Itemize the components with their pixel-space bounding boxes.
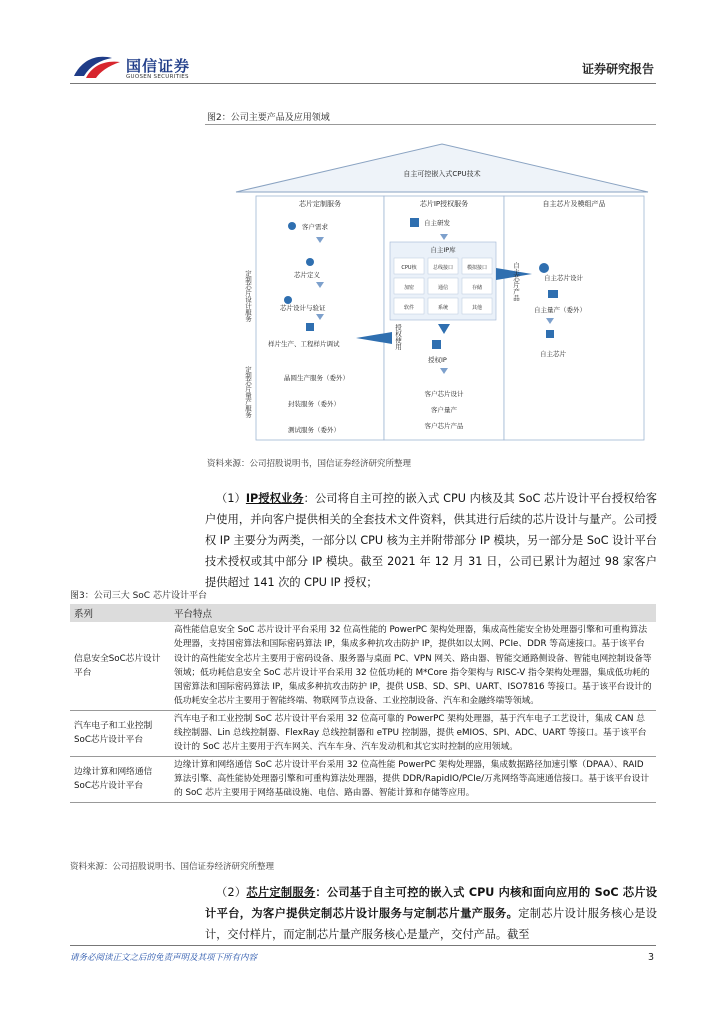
col3-side: 自主芯片产品 [512, 262, 520, 301]
col2-dev: 自主研发 [424, 219, 450, 227]
col1-item-3: 样片生产、工程样片调试 [268, 340, 340, 348]
license-icon [432, 340, 441, 349]
table-header-row [70, 604, 656, 622]
para1-prefix: （1） [216, 492, 246, 505]
col1-item-1: 芯片定义 [294, 271, 320, 279]
col3-item-0: 自主芯片设计 [544, 274, 583, 282]
chip-icon [306, 323, 314, 331]
col1-item-4: 晶圆生产服务（委外） [284, 374, 349, 382]
col1-header: 芯片定制服务 [299, 200, 341, 208]
logo-cn-text: 国信证券 [126, 57, 191, 75]
para1-text: ：公司将自主可控的嵌入式 CPU 内核及其 SoC 芯片设计平台授权给客户使用，并向客户提供相关的全套技术文件资料，供其进行后续的芯片设计与量产。公司授权 IP 主要分为两类，一部分以 CPU 核为主并附带部分 IP 模块，另一部分是 SoC 设计平台技术授权或其中部分 IP 模块。截至 2021 年 12 月 31 日，公司已累计为超过 98 家客户提供超过 141 次的 CPU IP 授权； [205, 492, 657, 589]
figure2-divider [205, 124, 656, 125]
table-cell-series: 汽车电子和工业控制SoC芯片设计平台 [70, 710, 170, 756]
para2-prefix: （2） [216, 886, 247, 899]
col3-item-1: 自主量产（委外） [534, 306, 586, 314]
paragraph-custom-chip [205, 882, 657, 945]
customer-need-icon [288, 222, 296, 230]
report-type: 证券研究报告 [581, 62, 654, 76]
col2-side: 授权使用 [394, 324, 402, 350]
col1-side-mass: 定制芯片量产服务 [244, 366, 252, 418]
ip-cell: 通信 [437, 285, 449, 291]
table-row [70, 756, 656, 802]
factory-icon [548, 290, 558, 298]
col1-item-0: 客户需求 [302, 223, 328, 231]
ip-cell: CPU核 [401, 265, 417, 271]
table-cell-series: 信息安全SoC芯片设计平台 [70, 622, 170, 710]
diagram-banner: 自主可控嵌入式CPU技术 [403, 170, 481, 178]
paragraph-ip-license [205, 488, 657, 593]
product-diagram [232, 134, 652, 444]
footer-divider [70, 945, 656, 946]
table-row [70, 622, 656, 710]
ip-cell: 存储 [471, 285, 483, 291]
chip-define-icon [306, 258, 314, 266]
table3-source: 资料来源：公司招股说明书、国信证券经济研究所整理 [70, 862, 275, 872]
col3-box [504, 196, 644, 440]
diagram-roof [236, 144, 648, 192]
col2-lib: 自主IP库 [430, 246, 456, 254]
table3-title: 图3：公司三大 SoC 芯片设计平台 [70, 591, 207, 601]
col1-item-6: 测试服务（委外） [288, 426, 340, 434]
dev-icon [410, 218, 419, 227]
design-verify-icon [284, 296, 292, 304]
ip-cell: 加密 [403, 285, 415, 291]
logo-en-text: GUOSEN SECURITIES [126, 74, 189, 80]
header-divider [70, 83, 656, 84]
para2-text: 定制芯片设计服务核心是设计，交付样片，而定制芯片量产服务核心是量产，交付产品。截至 [205, 907, 657, 941]
table-row [70, 710, 656, 756]
figure2-title: 图2：公司主要产品及应用领域 [207, 113, 330, 123]
ip-cell: 模拟接口 [466, 265, 488, 271]
soc-platform-table [70, 604, 656, 803]
figure2-source: 资料来源：公司招股说明书，国信证券经济研究所整理 [207, 459, 412, 469]
col1-item-5: 封装服务（委外） [288, 400, 340, 408]
col2-header: 芯片IP授权服务 [419, 200, 469, 208]
table-header-features: 平台特点 [170, 604, 656, 622]
col2-license: 授权IP [428, 356, 447, 364]
ip-cell: 系统 [437, 305, 449, 311]
chip-icon [546, 330, 554, 338]
table-cell-series: 边缘计算和网络通信SoC芯片设计平台 [70, 756, 170, 802]
col2-output-0: 客户芯片设计 [424, 390, 464, 398]
guosen-logo-icon [72, 52, 122, 80]
own-design-icon [539, 263, 549, 273]
table-cell-desc: 高性能信息安全 SoC 芯片设计平台采用 32 位高性能的 PowerPC 架构处理器，集成高性能安全协处理器引擎和可重构算法处理器，支持国密算法和国际密码算法 IP，集成多种抗攻击防护 IP，提供如以太网、PCIe、DDR 等高速接口。基于该平台设计的高性能安全芯片主要用于密码设备、服务器与桌面 PC、VPN 网关、路由器、智能交通路侧设备、智能电网控制设备等领域；低功耗信息安全 SoC 芯片设计平台采用 32 位低功耗的 M*Core 指令架构与 RISC-V 指令架构处理器，集成低功耗的国密算法和国际密码算法 IP，集成多种抗攻击防护 IP，提供 USB、SD、SPI、UART、ISO7816 等接口。基于该平台设计的低功耗安全芯片主要用于智能终端、物联网节点设备、工业控制设备、汽车和金融终端等领域。 [170, 622, 656, 710]
para2-highlight: 芯片定制服务 [246, 886, 316, 899]
table-cell-desc: 边缘计算和网络通信 SoC 芯片设计平台采用 32 位高性能 PowerPC 架构处理器，集成数据路径加速引擎（DPAA）、RAID 算法引擎、高性能协处理器引擎和可重构算法处理器，提供 DDR/RapidIO/PCIe/万兆网络等高速通信接口。基于该平台设计的 SoC 芯片主要用于网络基础设施、电信、路由器、智能计算和存储等应用。 [170, 756, 656, 802]
table-header-series: 系列 [70, 604, 170, 622]
page-number: 3 [647, 952, 654, 963]
col2-output-2: 客户芯片产品 [424, 422, 464, 430]
col3-header: 自主芯片及模组产品 [542, 200, 606, 208]
col2-output-1: 客户量产 [431, 406, 457, 414]
ip-cell: 总线接口 [432, 265, 454, 271]
table-cell-desc: 汽车电子和工业控制 SoC 芯片设计平台采用 32 位高可靠的 PowerPC 架构处理器，基于汽车电子工艺设计，集成 CAN 总线控制器、Lin 总线控制器、FlexRay 总线控制器和 eTPU 控制器，提供 eMIOS、SPI、ADC、UART 等接口。基于该平台设计的 SoC 芯片主要用于汽车网关、汽车车身、汽车发动机和其它实时控制的应用领域。 [170, 710, 656, 756]
col3-item-2: 自主芯片 [540, 350, 566, 358]
disclaimer-note: 请务必阅读正文之后的免责声明及其项下所有内容 [70, 953, 258, 963]
ip-cell: 其他 [471, 305, 483, 311]
para2-bold-text: ：公司基于自主可控的嵌入式 CPU 内核和面向应用的 SoC 芯片设计平台，为客户提供定制芯片设计服务与定制芯片量产服务。 [205, 886, 657, 920]
ip-cell: 软件 [403, 305, 415, 311]
col1-item-2: 芯片设计与验证 [280, 304, 326, 312]
col1-side-design: 定制芯片设计服务 [244, 270, 252, 322]
para1-highlight: IP授权业务 [245, 492, 304, 505]
